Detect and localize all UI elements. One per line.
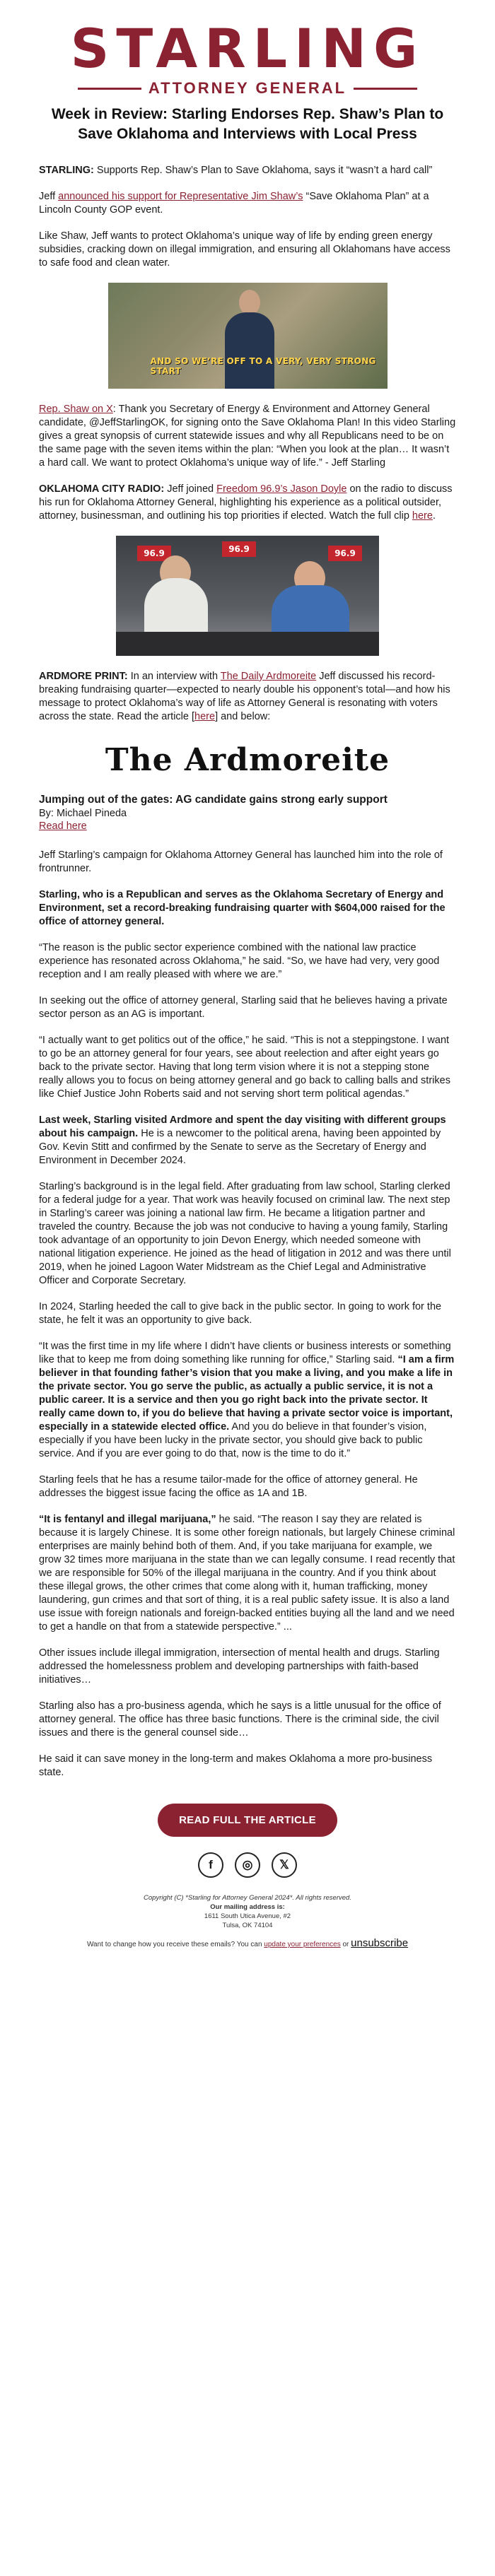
paragraph-like-shaw: Like Shaw, Jeff wants to protect Oklahoma’s unique way of life by ending green energy subsidies, cracking down on illegal immigration, and ensuring all Oklahomans have access to safe food and clean water. bbox=[39, 230, 450, 269]
footer-address-line1: 1611 South Utica Avenue, #2 bbox=[204, 1912, 291, 1920]
paragraph-shaw-on-x bbox=[39, 403, 456, 470]
footer-address-line2: Tulsa, OK 74104 bbox=[222, 1922, 273, 1929]
text-ardmore-post: Jeff discussed his record-breaking fundraising quarter—expected to nearly double his opponent’s total—and how his message to protect Oklahoma’s way of life as Attorney General is resonating with voters across the state. Read the article [ bbox=[39, 671, 450, 722]
text-radio-pre: Jeff joined bbox=[164, 483, 217, 495]
text-radio-end: . bbox=[432, 510, 436, 522]
text-announcement-pre: Jeff bbox=[39, 191, 59, 202]
article-title: Jumping out of the gates: AG candidate gains strong early support bbox=[39, 794, 388, 806]
text-ardmore-end: ] and below: bbox=[215, 711, 271, 722]
article-paragraph: Other issues include illegal immigration, intersection of mental health and drugs. Starling addressed the homelessness problem and developing partnerships with faith-based initiatives… bbox=[39, 1647, 440, 1686]
article-paragraph bbox=[39, 1513, 456, 1634]
logo-rule-left bbox=[78, 88, 141, 90]
article-paragraph: He said it can save money in the long-term and makes Oklahoma a more pro-business state. bbox=[39, 1753, 433, 1778]
paragraph-ardmore-print bbox=[39, 670, 456, 724]
article-bold-text: Starling, who is a Republican and serves as the Oklahoma Secretary of Energy and Environment, set a record-breaking fundraising quarter with $604,000 raised for the office of attorney general. bbox=[39, 889, 446, 927]
article-paragraph: “I actually want to get politics out of the office,” he said. “This is not a steppingstone. I want to go be an attorney general for four years, see about reelection and after eight years go back to the private sector. Having that long term vision where it is not a stepping stone really allows you to focus on being attorney general and go back to calling balls and strikes like Chief Justice John Roberts said and not serving short term political agendas.” bbox=[39, 1035, 450, 1100]
article-paragraph: In seeking out the office of attorney general, Starling said that he believes having a private sector person as an AG is important. bbox=[39, 995, 448, 1020]
article-text: And you do believe in that founder’s vision, especially if you have been lucky in the private sector, you should give back to public service. And if you are ever going to do that, now is the time to do it.” bbox=[39, 1421, 427, 1459]
x-icon[interactable]: 𝕏 bbox=[272, 1852, 297, 1878]
read-here-link[interactable]: Read here bbox=[39, 821, 87, 832]
instagram-icon[interactable]: ◎ bbox=[235, 1852, 260, 1878]
label-ardmore-print: ARDMORE PRINT: bbox=[39, 671, 128, 682]
update-preferences-link[interactable]: update your preferences bbox=[264, 1941, 341, 1948]
radio-studio-photo bbox=[116, 536, 379, 656]
cta-container bbox=[39, 1804, 456, 1837]
paragraph-okc-radio bbox=[39, 483, 456, 523]
article-paragraph: Starling’s background is in the legal field. After graduating from law school, Starling clerked for a federal judge for a year. That work was heavily focused on criminal law. The next step in Starling’s career was joining a national law firm. He became a litigation partner and traveled the country. Because the job was not conducive to having a young family, Starling took advantage of an opportunity to join Devon Energy, which needed someone with national litigation experience. He joined as the head of litigation in 2012 and was there until 2019, when he joined Lagoon Water Midstream as the Chief Legal and Administrative Officer and Corporate Secretary. bbox=[39, 1181, 451, 1286]
facebook-icon[interactable]: f bbox=[198, 1852, 223, 1878]
radio-clip-link[interactable]: here bbox=[412, 510, 433, 522]
social-links bbox=[39, 1852, 456, 1878]
email-body bbox=[39, 0, 456, 1949]
logo-subtitle-text: ATTORNEY GENERAL bbox=[148, 79, 347, 97]
speaker-body bbox=[225, 312, 274, 389]
article-paragraph: Starling also has a pro-business agenda, which he says is a little unusual for the office of attorney general. The office has three basic functions. There is the criminal side, the civil issues and there is the general counsel side… bbox=[39, 1700, 441, 1739]
text-radio-post: on the radio to discuss his run for Oklahoma Attorney General, highlighting his experience as a political outsider, attorney, businessman, and outlining his top priorities if elected. Watch the full clip bbox=[39, 483, 453, 522]
article-text: He is a newcomer to the political arena, having been appointed by Gov. Kevin Stitt and confirmed by the Senate to serve as the Secretary of Energy and Environment in December 2024. bbox=[39, 1128, 441, 1166]
email-headline: Week in Review: Starling Endorses Rep. Shaw’s Plan to Save Oklahoma and Interviews with Local Press bbox=[51, 106, 444, 142]
studio-desk bbox=[116, 632, 379, 656]
read-full-article-button[interactable]: READ FULL THE ARTICLE bbox=[158, 1804, 337, 1837]
read-here-row bbox=[39, 821, 456, 832]
text-shaw-on-x: : Thank you Secretary of Energy & Environment and Attorney General candidate, @JeffStarlingOK, for signing onto the Save Oklahoma Plan! In this video Starling gives a great synopsis of current statewide issues and why all Republicans need to be on the same page with the seven items within the plan: “When you look at the plan… It wasn’t a hard call. We want to protect Oklahoma’s unique way of life.” - Jeff Starling bbox=[39, 404, 456, 469]
ardmore-article-link[interactable]: here bbox=[194, 711, 216, 722]
article-bold-text: “I am a firm believer in that founding father’s vision that you make a living, and you make a life in the private sector. You go serve the public, as actually a public service, it is not a public career. It is a service and then you go right back into the private sector. It really came down to, if you do believe that having a private sector voice is important, especially in a statewide elected office. bbox=[39, 1354, 455, 1433]
ardmoreite-masthead: The Ardmoreite bbox=[105, 742, 390, 778]
article-paragraph bbox=[39, 1114, 456, 1168]
paragraph-announcement bbox=[39, 190, 456, 217]
unsubscribe-link[interactable]: unsubscribe bbox=[351, 1937, 409, 1949]
article-bold-text: Last week, Starling visited Ardmore and spent the day visiting with different groups about his campaign. bbox=[39, 1114, 446, 1139]
footer-copyright: Copyright (C) *Starling for Attorney General 2024*. All rights reserved. bbox=[144, 1894, 351, 1902]
logo-rule-right bbox=[354, 88, 417, 90]
video-thumbnail-shaw[interactable] bbox=[108, 283, 388, 389]
station-sign: 96.9 bbox=[328, 546, 362, 561]
shaw-on-x-link[interactable]: Rep. Shaw on X bbox=[39, 404, 113, 415]
station-sign: 96.9 bbox=[137, 546, 171, 561]
speaker-head bbox=[239, 290, 260, 315]
article-paragraph bbox=[39, 888, 456, 929]
article-paragraph: Jeff Starling’s campaign for Oklahoma Attorney General has launched him into the role of frontrunner. bbox=[39, 849, 443, 874]
text-announcement-post: “Save Oklahoma Plan” at a Lincoln County GOP event. bbox=[39, 191, 429, 216]
starling-logo bbox=[39, 0, 456, 105]
footer-mailing-label: Our mailing address is: bbox=[210, 1903, 285, 1911]
freedom-969-link[interactable]: Freedom 96.9’s Jason Doyle bbox=[216, 483, 347, 495]
text-ardmore-pre: In an interview with bbox=[127, 671, 221, 682]
label-okc-radio: OKLAHOMA CITY RADIO: bbox=[39, 483, 165, 495]
daily-ardmoreite-link[interactable]: The Daily Ardmoreite bbox=[220, 671, 317, 682]
logo-subtitle bbox=[39, 79, 456, 98]
article-paragraph: Starling feels that he has a resume tailor-made for the office of attorney general. He addresses the biggest issue facing the office as 1A and 1B. bbox=[39, 1474, 418, 1499]
footer-or-text: or bbox=[340, 1941, 351, 1948]
article-text: “It was the first time in my life where I didn’t have clients or business interests or something like that to keep me from doing something like running for office,” Starling said. bbox=[39, 1341, 451, 1365]
announcement-link[interactable]: announced his support for Representative Jim Shaw’s bbox=[58, 191, 303, 202]
label-starling: STARLING: bbox=[39, 165, 94, 176]
article-bold-text: “It is fentanyl and illegal marijuana,” bbox=[39, 1514, 216, 1525]
video-caption: AND SO WE’RE OFF TO A VERY, VERY STRONG START bbox=[150, 356, 376, 376]
footer-change-text: Want to change how you receive these emails? You can bbox=[86, 1941, 264, 1948]
article-text: he said. “The reason I say they are related is because it is largely Chinese. It is some other foreign nationals, but largely Chinese criminal enterprises are mainly behind both of them. And, if you take marijuana for example, we grow 32 times more marijuana in the state than we can legally consume. I read recently that we are responsible for 50% of the illegal marijuana in the country. And if you think about these illegal grows, the other crimes that come along with it, human trafficking, money laundering, gun crimes and that sort of thing, it is a real public safety issue. It is also a land use issue with foreign nationals and foreign-backed entities buying all the land and we need to get a handle on that from a statewide perspective.” ... bbox=[39, 1514, 455, 1633]
paragraph-starling bbox=[39, 164, 456, 177]
article-byline: By: Michael Pineda bbox=[39, 808, 127, 819]
station-sign: 96.9 bbox=[222, 541, 256, 557]
text-starling: Supports Rep. Shaw’s Plan to Save Oklahoma, says it “wasn’t a hard call” bbox=[93, 165, 433, 176]
article-paragraph: “The reason is the public sector experience combined with the national law practice experience has resonated across Oklahoma,” he said. “So, we have had very, very good reception and I am really pleased with where we are.” bbox=[39, 942, 440, 980]
article-paragraph: In 2024, Starling heeded the call to give back in the public sector. In going to work for the state, he felt it was an opportunity to give back. bbox=[39, 1301, 442, 1326]
email-footer bbox=[39, 1893, 456, 1949]
article-paragraph bbox=[39, 1340, 456, 1461]
logo-wordmark: STARLING bbox=[70, 17, 425, 80]
footer-preferences-line bbox=[39, 1939, 456, 1949]
